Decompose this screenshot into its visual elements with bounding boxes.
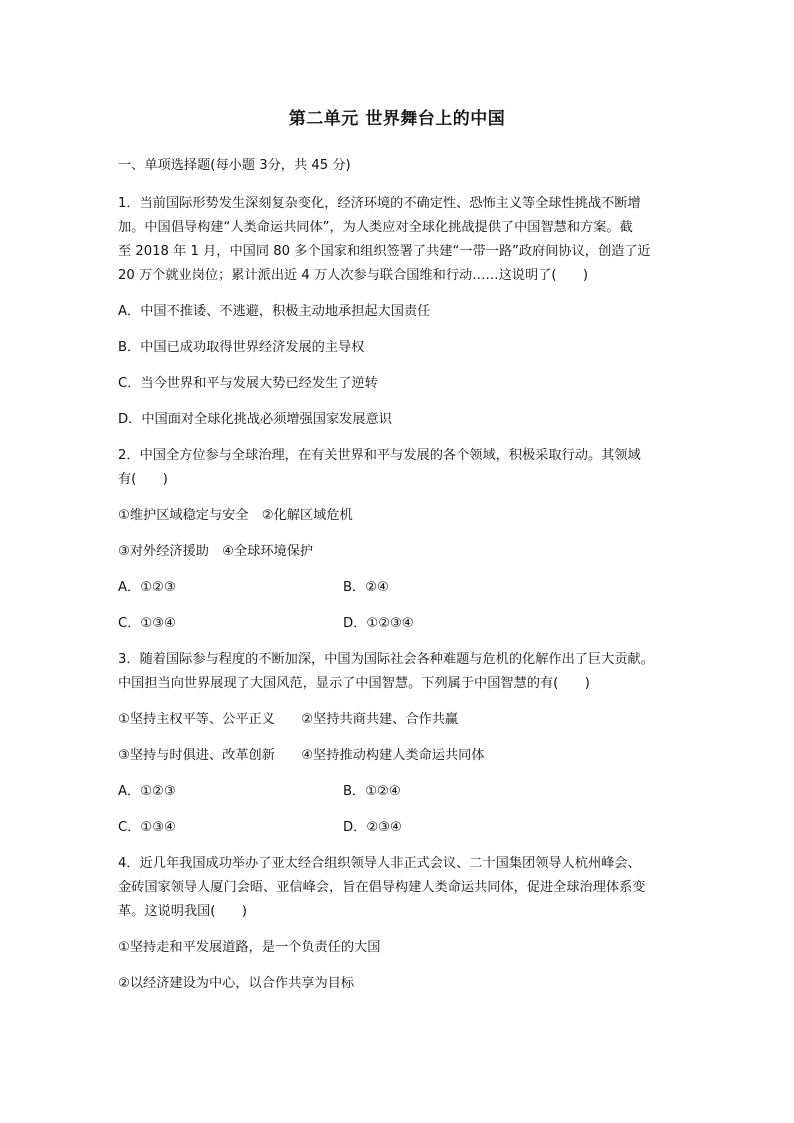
question-2-option-c: C．①③④ [118, 616, 176, 631]
section-heading: 一、单项选择题(每小题 3分，共 45 分) [118, 158, 351, 173]
question-1-option-b: B．中国已成功取得世界经济发展的主导权 [118, 340, 365, 355]
document-body [118, 154, 678, 1008]
question-2-stem-line: 2．中国全方位参与全球治理，在有关世界和平与发展的各个领域，积极采取行动。其领域 [118, 448, 641, 463]
question-4-stem-line: 金砖国家领导人厦门会晤、亚信峰会，旨在倡导构建人类命运共同体，促进全球治理体系变 [118, 880, 646, 895]
question-2-options-row-2 [118, 612, 678, 636]
question-3-options-row-2 [118, 816, 678, 840]
question-1-option-d: D．中国面对全球化挑战必须增强国家发展意识 [118, 412, 392, 427]
question-3-stem-line: 中国担当向世界展现了大国风范，显示了中国智慧。下列属于中国智慧的有( ) [118, 676, 590, 691]
question-4-stem [118, 852, 678, 924]
question-1-stem [118, 192, 678, 288]
question-2-option-d: D．①②③④ [343, 616, 414, 631]
question-3-option-c: C．①③④ [118, 820, 176, 835]
question-2-items-line-2: ③对外经济援助 ④全球环境保护 [118, 544, 314, 559]
question-1-stem-line: 20 万个就业岗位；累计派出近 4 万人次参与联合国维和行动……这说明了( ) [118, 268, 589, 283]
question-2-stem [118, 444, 678, 492]
question-3-option-d: D．②③④ [343, 820, 402, 835]
question-1-stem-line: 1．当前国际形势发生深刻复杂变化，经济环境的不确定性、恐怖主义等全球性挑战不断增 [118, 196, 641, 211]
question-1-stem-line: 至 2018 年 1 月，中国同 80 多个国家和组织签署了共建“一带一路”政府间协议，创造了近 [118, 244, 651, 259]
question-2-items-line-1: ①维护区域稳定与安全 ②化解区域危机 [118, 508, 353, 523]
question-4-item-1: ①坚持走和平发展道路，是一个负责任的大国 [118, 940, 381, 955]
question-3-items-line-2: ③坚持与时俱进、改革创新 ④坚持推动构建人类命运共同体 [118, 748, 485, 763]
question-3-option-a: A．①②③ [118, 784, 176, 799]
question-2-stem-line: 有( ) [118, 472, 168, 487]
question-3-options-row-1 [118, 780, 678, 804]
question-1-option-c: C．当今世界和平与发展大势已经发生了逆转 [118, 376, 378, 391]
question-3-option-b: B．①②④ [343, 784, 401, 799]
question-3-stem [118, 648, 678, 696]
question-4-item-2: ②以经济建设为中心，以合作共享为目标 [118, 976, 355, 991]
page-title: 第二单元 世界舞台上的中国 [288, 109, 506, 129]
question-1-option-a: A．中国不推诿、不逃避，积极主动地承担起大国责任 [118, 304, 431, 319]
question-1-stem-line: 加。中国倡导构建“人类命运共同体”，为人类应对全球化挑战提供了中国智慧和方案。截 [118, 220, 633, 235]
question-2-option-a: A．①②③ [118, 580, 176, 595]
question-3-items-line-1: ①坚持主权平等、公平正义 ②坚持共商共建、合作共赢 [118, 712, 459, 727]
question-3-stem-line: 3．随着国际参与程度的不断加深，中国为国际社会各种难题与危机的化解作出了巨大贡献。 [118, 652, 654, 667]
question-4-stem-line: 革。这说明我国( ) [118, 904, 247, 919]
question-2-options-row-1 [118, 576, 678, 600]
question-2-option-b: B．②④ [343, 580, 389, 595]
question-4-stem-line: 4．近几年我国成功举办了亚太经合组织领导人非正式会议、二十国集团领导人杭州峰会、 [118, 856, 641, 871]
